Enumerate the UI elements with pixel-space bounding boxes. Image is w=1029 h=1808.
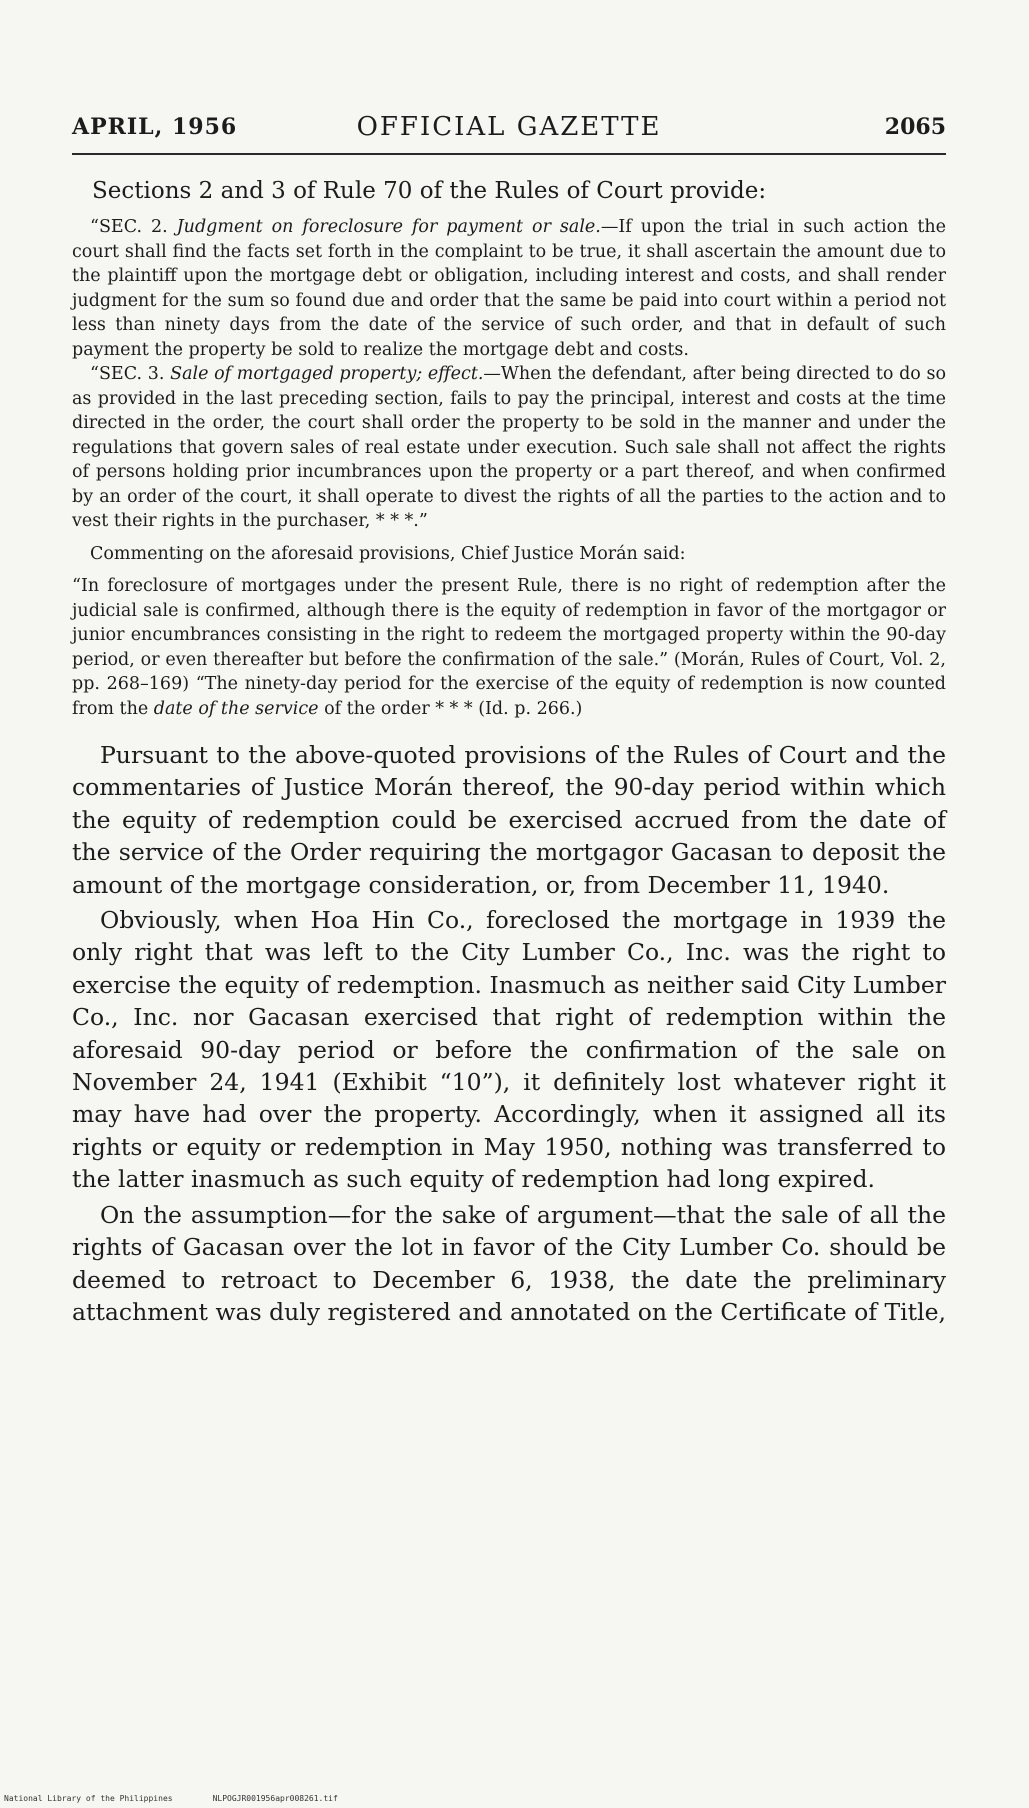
page-number: 2065 [884,114,946,140]
footer-library: National Library of the Philippines [4,1794,173,1803]
rule-section-2: “SEC. 2. Judgment on foreclosure for payment or sale.—If upon the trial in such action the court shall find the facts set forth in the complaint to be true, it shall ascertain the amount due to the plaintiff upon the mortgage debt or obligation, including interest and costs, and shall render judgment for the sum so found due and order that the same be paid into court within a period not less than ninety days from the date of the service of such order, and that in default of such payment the property be sold to realize the mortgage debt and costs. [72,217,946,360]
header-date: APRIL, 1956 [72,114,238,140]
moran-quote: “In foreclosure of mortgages under the present Rule, there is no right of redemption after the judicial sale is confirmed, although there is the equity of redemption in favor of the mortgagor or junior encumbrances consisting in the right to redeem the mortgaged property within the 90-day period, or even thereafter but before the confirmation of the sale.” (Morán, Rules of Court, Vol. 2, pp. 268–169) “The ninety-day period for the exercise of the equity of redemption is now counted from the date of the service of the order * * * (Id. p. 266.) [72,576,946,719]
scan-footer [4,1794,378,1803]
page-body [72,175,946,1328]
commenting-paragraph: Commenting on the aforesaid provisions, Chief Justice Morán said: [90,543,686,564]
lead-sentence: Sections 2 and 3 of Rule 70 of the Rules of Court provide: [92,178,767,204]
section-3-title: Sale of mortgaged property; effect. [170,364,484,384]
paragraph-assumption: On the assumption—for the sake of argument—that the sale of all the rights of Gacasan over the lot in favor of the City Lumber Co. should be deemed to retroact to December 6, 1938, the date the preliminary attachment was duly registered and annotated on the Certificate of Title, [72,1200,947,1326]
page-header [72,108,946,148]
footer-file: NLPOGJR001956apr008261.tif [212,1794,338,1803]
quote-italic: date of the service [153,698,319,719]
paragraph-obviously: Obviously, when Hoa Hin Co., foreclosed the mortgage in 1939 the only right that was left to the City Lumber Co., Inc. was the right to exercise the equity of redemption. Inasmuch as neither said City Lumber Co., Inc. nor Gacasan exercised that right of redemption within the aforesaid 90-day period or before the confirmation of the sale on November 24, 1941 (Exhibit “10”), it definitely lost whatever right it may have had over the property. Accordingly, when it assigned all its rights or equity or redemption in May 1950, nothing was transferred to the latter inasmuch as such equity of redemption had long expired. [72,906,946,1194]
section-2-title: Judgment on foreclosure for payment or sale. [176,217,601,237]
rule-section-3: “SEC. 3. Sale of mortgaged property; effect.—When the defendant, after being directed to do so as provided in the last preceding section, fails to pay the principal, interest and costs at the time directed in the order, the court shall order the property to be sold in the manner and under the regulations that govern sales of real estate under execution. Such sale shall not affect the rights of persons holding prior incumbrances upon the property or a part thereof, and when confirmed by an order of the court, it shall operate to divest the rights of all the parties to the action and to vest their rights in the purchaser, * * *.” [72,364,946,531]
paragraph-pursuant: Pursuant to the above-quoted provisions of the Rules of Court and the commentaries of Justice Morán thereof, the 90-day period within which the equity of redemption could be exercised accrued from the date of the service of the Order requiring the mortgagor Gacasan to deposit the amount of the mortgage consideration, or, from December 11, 1940. [72,741,946,899]
header-title: OFFICIAL GAZETTE [356,112,662,142]
header-rule [72,153,946,155]
